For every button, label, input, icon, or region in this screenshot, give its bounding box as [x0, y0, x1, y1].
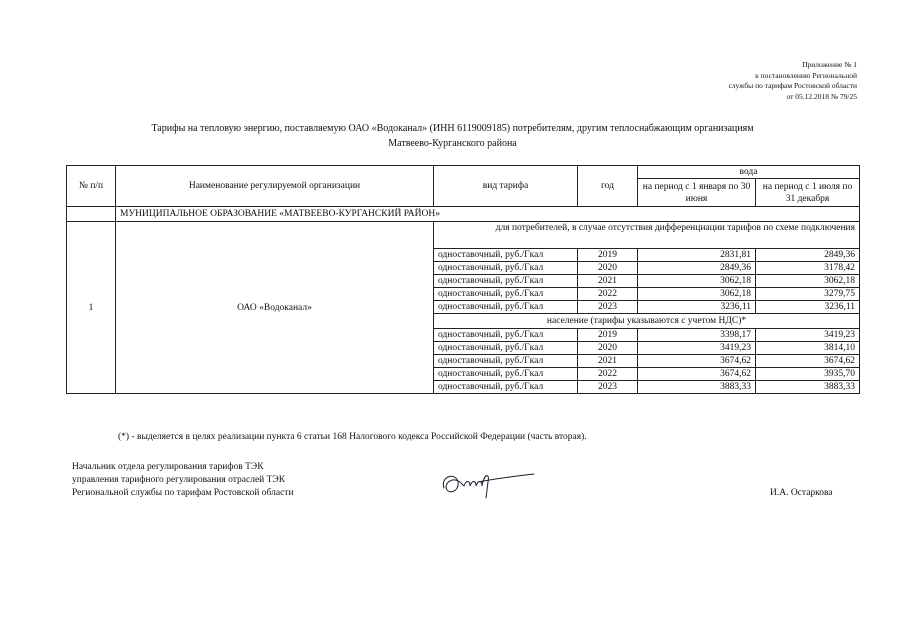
header-period-2: на период с 1 июля по 31 декабря — [756, 179, 860, 207]
year-cell: 2021 — [578, 275, 638, 288]
period-2-value: 2849,36 — [756, 249, 860, 262]
year-cell: 2022 — [578, 368, 638, 381]
period-1-value: 3062,18 — [638, 275, 756, 288]
group-label: население (тарифы указываются с учетом НДС)* — [434, 314, 860, 329]
year-cell: 2022 — [578, 288, 638, 301]
period-2-value: 3883,33 — [756, 381, 860, 394]
period-2-value: 3178,42 — [756, 262, 860, 275]
title-line-1: Тарифы на тепловую энергию, поставляемую ОАО «Водоканал» (ИНН 6119009185) потребителям, другим теплоснабжающим организациям — [151, 123, 754, 134]
period-1-value: 3674,62 — [638, 368, 756, 381]
period-1-value: 3236,11 — [638, 301, 756, 314]
tariff-type-cell: одноставочный, руб./Гкал — [434, 368, 578, 381]
appendix-line-2: к постановлению Региональной — [755, 70, 857, 80]
position-line-3: Региональной службы по тарифам Ростовской области — [72, 488, 294, 498]
signature-block — [72, 461, 294, 500]
header-year: год — [578, 166, 638, 207]
header-organization: Наименование регулируемой организации — [116, 166, 434, 207]
header-period-1: на период с 1 января по 30 июня — [638, 179, 756, 207]
period-2-value: 3814,10 — [756, 342, 860, 355]
group-label: для потребителей, в случае отсутствия дифференциации тарифов по схеме подключения — [434, 222, 860, 249]
group-header-row — [67, 222, 860, 249]
municipality-row: МУНИЦИПАЛЬНОЕ ОБРАЗОВАНИЕ «МАТВЕЕВО-КУРГАНСКИЙ РАЙОН» — [116, 207, 860, 222]
period-1-value: 3398,17 — [638, 329, 756, 342]
period-1-value: 2831,81 — [638, 249, 756, 262]
year-cell: 2019 — [578, 249, 638, 262]
signer-name: И.А. Остаркова — [770, 488, 833, 498]
municipality-blank — [67, 207, 116, 222]
document-title — [60, 121, 845, 151]
appendix-line-1: Приложение № 1 — [802, 60, 857, 69]
year-cell: 2019 — [578, 329, 638, 342]
period-2-value: 3062,18 — [756, 275, 860, 288]
period-1-value: 3062,18 — [638, 288, 756, 301]
header-tariff-type: вид тарифа — [434, 166, 578, 207]
position-line-1: Начальник отдела регулирования тарифов ТЭК — [72, 462, 264, 472]
header-number: № п/п — [67, 166, 116, 207]
handwritten-signature-icon — [438, 468, 538, 500]
header-water: вода — [638, 166, 860, 179]
tariff-type-cell: одноставочный, руб./Гкал — [434, 249, 578, 262]
position-line-2: управления тарифного регулирования отраслей ТЭК — [72, 475, 286, 485]
year-cell: 2023 — [578, 381, 638, 394]
appendix-note — [729, 60, 857, 102]
footnote: (*) - выделяется в целях реализации пункта 6 статьи 168 Налогового кодекса Российской Федерации (часть вторая). — [118, 432, 587, 442]
tariff-type-cell: одноставочный, руб./Гкал — [434, 355, 578, 368]
row-number: 1 — [67, 222, 116, 394]
tariff-type-cell: одноставочный, руб./Гкал — [434, 381, 578, 394]
tariff-type-cell: одноставочный, руб./Гкал — [434, 301, 578, 314]
organization-name: ОАО «Водоканал» — [116, 222, 434, 394]
period-1-value: 2849,36 — [638, 262, 756, 275]
period-1-value: 3419,23 — [638, 342, 756, 355]
tariff-table — [66, 165, 860, 394]
tariff-type-cell: одноставочный, руб./Гкал — [434, 262, 578, 275]
appendix-line-4: от 05.12.2018 № 79/25 — [786, 91, 857, 101]
year-cell: 2021 — [578, 355, 638, 368]
tariff-type-cell: одноставочный, руб./Гкал — [434, 288, 578, 301]
tariff-type-cell: одноставочный, руб./Гкал — [434, 342, 578, 355]
year-cell: 2020 — [578, 262, 638, 275]
year-cell: 2023 — [578, 301, 638, 314]
period-1-value: 3883,33 — [638, 381, 756, 394]
period-2-value: 3236,11 — [756, 301, 860, 314]
period-1-value: 3674,62 — [638, 355, 756, 368]
tariff-type-cell: одноставочный, руб./Гкал — [434, 329, 578, 342]
title-line-2: Матвеево-Курганского района — [388, 138, 517, 149]
period-2-value: 3674,62 — [756, 355, 860, 368]
appendix-line-3: службы по тарифам Ростовской области — [728, 81, 857, 90]
year-cell: 2020 — [578, 342, 638, 355]
period-2-value: 3419,23 — [756, 329, 860, 342]
period-2-value: 3279,75 — [756, 288, 860, 301]
tariff-type-cell: одноставочный, руб./Гкал — [434, 275, 578, 288]
period-2-value: 3935,70 — [756, 368, 860, 381]
